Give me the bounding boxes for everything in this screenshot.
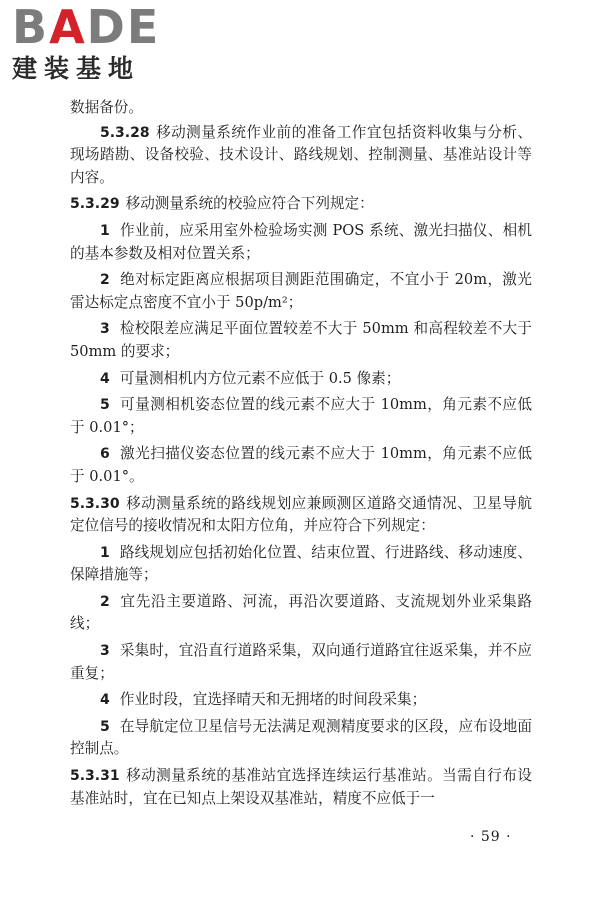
item-text: 激光扫描仪姿态位置的线元素不应大于 10mm，角元素不应低于 0.01°。 xyxy=(70,445,532,485)
item-text: 绝对标定距离应根据项目测距范围确定，不宜小于 20m，激光雷达标定点密度不宜小于 50p/m²； xyxy=(70,271,532,311)
page-number: · 59 · xyxy=(470,829,512,845)
item-number: 6 xyxy=(100,446,110,463)
logo xyxy=(12,0,182,84)
list-item xyxy=(70,443,532,488)
list-item xyxy=(70,542,532,587)
item-text: 作业时段，宜选择晴天和无拥堵的时间段采集； xyxy=(119,691,427,709)
list-item xyxy=(70,591,532,636)
list-item xyxy=(70,220,532,265)
item-text: 采集时，宜沿直行道路采集，双向通行道路宜往返采集，并不应重复； xyxy=(70,642,532,682)
list-item xyxy=(70,318,532,363)
item-text: 在导航定位卫星信号无法满足观测精度要求的区段，应布设地面控制点。 xyxy=(70,717,532,758)
clause-5-3-29 xyxy=(70,193,532,216)
list-item xyxy=(70,716,532,761)
item-text: 宜先沿主要道路、河流，再沿次要道路、支流规划外业采集路线； xyxy=(70,592,532,633)
logo-letter: A xyxy=(49,0,87,54)
clause-text: 移动测量系统的校验应符合下列规定： xyxy=(125,195,374,213)
item-number: 4 xyxy=(100,692,110,709)
logo-letter: B xyxy=(12,0,50,54)
clause-5-3-28 xyxy=(70,122,532,190)
item-number: 5 xyxy=(100,397,110,414)
item-number: 2 xyxy=(100,272,110,289)
logo-wordmark xyxy=(12,0,182,54)
item-number: 5 xyxy=(100,718,110,735)
clause-5-3-31 xyxy=(70,765,532,810)
list-item xyxy=(70,269,532,314)
item-number: 1 xyxy=(100,222,110,239)
logo-subtitle: 建装基地 xyxy=(12,54,141,83)
clause-text: 移动测量系统的路线规划应兼顾测区道路交通情况、卫星导航定位信号的接收情况和太阳方位角，并应符合下列规定： xyxy=(70,494,532,535)
clause-number: 5.3.28 xyxy=(100,124,150,141)
logo-letter: E xyxy=(126,0,161,54)
item-text: 路线规划应包括初始化位置、结束位置、行进路线、移动速度、保障措施等； xyxy=(70,543,532,584)
paragraph xyxy=(70,97,532,120)
clause-number: 5.3.31 xyxy=(70,768,120,785)
item-text: 可量测相机内方位元素不应低于 0.5 像素； xyxy=(119,369,401,387)
document-body xyxy=(70,97,532,810)
item-text: 检校限差应满足平面位置较差不大于 50mm 和高程较差不大于 50mm 的要求； xyxy=(70,320,532,360)
clause-text: 移动测量系统的基准站宜选择连续运行基准站。当需自行布设基准站时，宜在已知点上架设双基准站，精度不应低于一 xyxy=(70,767,532,807)
logo-letter: D xyxy=(86,0,127,54)
paragraph-text: 数据备份。 xyxy=(70,99,143,116)
item-text: 作业前，应采用室外检验场实测 POS 系统、激光扫描仪、相机的基本参数及相对位置关系； xyxy=(70,221,532,262)
list-item xyxy=(70,368,532,391)
list-item xyxy=(70,689,532,712)
item-number: 1 xyxy=(100,544,110,561)
clause-text: 移动测量系统作业前的准备工作宜包括资料收集与分析、现场踏勘、设备校验、技术设计、路线规划、控制测量、基准站设计等内容。 xyxy=(70,123,532,186)
list-item xyxy=(70,640,532,685)
clause-5-3-30 xyxy=(70,493,532,538)
list-item xyxy=(70,394,532,439)
clause-number: 5.3.30 xyxy=(70,495,120,512)
item-number: 4 xyxy=(100,370,110,387)
item-number: 3 xyxy=(100,643,110,660)
clause-number: 5.3.29 xyxy=(70,196,120,213)
item-number: 3 xyxy=(100,321,110,338)
item-text: 可量测相机姿态位置的线元素不应大于 10mm，角元素不应低于 0.01°； xyxy=(70,396,532,436)
item-number: 2 xyxy=(100,593,110,610)
